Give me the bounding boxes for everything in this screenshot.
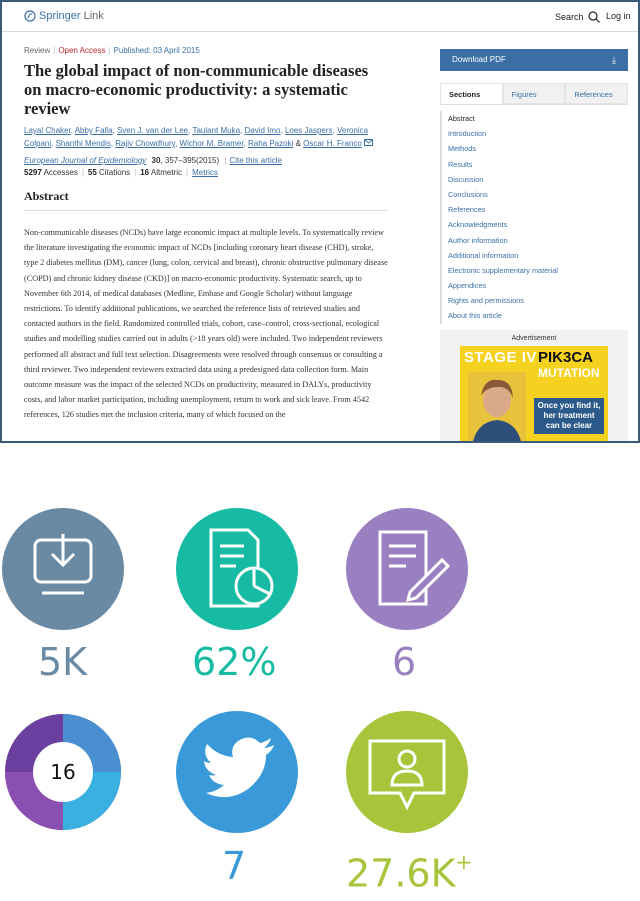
author-link[interactable]: Taulant Muka (192, 126, 241, 135)
altmetric-count: 16 (140, 168, 150, 177)
author-link[interactable]: Raha Pazoki (248, 139, 294, 148)
author-link[interactable]: Shanthi Mendis (55, 139, 111, 148)
section-link-electronic-supplementary-material[interactable]: Electronic supplementary material (448, 265, 558, 275)
tab-figures[interactable]: Figures (503, 83, 566, 104)
document-pencil-icon (346, 508, 468, 630)
section-link-rights-and-permissions[interactable]: Rights and permissions (448, 296, 524, 306)
author-link[interactable]: Abby Falla (74, 126, 113, 135)
ad-mutation-text: MUTATION (538, 365, 600, 380)
twitter-bird-icon (176, 711, 298, 833)
logo-brand: Springer (39, 10, 81, 22)
document-pie-chart-icon (176, 508, 298, 630)
metrics-link[interactable]: Metrics (192, 168, 218, 177)
email-icon[interactable] (364, 139, 373, 146)
advertisement (440, 330, 628, 443)
tab-sections[interactable]: Sections (440, 83, 503, 104)
citations-count: 55 (87, 168, 97, 177)
download-monitor-icon (2, 508, 124, 630)
altmetric-donut-icon (2, 711, 124, 833)
section-link-methods[interactable]: Methods (448, 144, 476, 154)
author-link[interactable]: Loes Jaspers (284, 126, 333, 135)
logo-suffix: Link (83, 10, 104, 22)
springerlink-logo[interactable] (24, 10, 104, 22)
download-arrow-icon: ⤓ (612, 55, 616, 65)
metric-value: 7 (222, 844, 247, 888)
ad-woman-photo (468, 372, 526, 443)
ad-pik-text: PIK3CA (538, 348, 594, 366)
sections-list (440, 111, 628, 324)
metric-value: 62% (192, 640, 277, 684)
section-link-conclusions[interactable]: Conclusions (448, 189, 488, 199)
user-speech-bubble-icon (346, 711, 468, 833)
download-pdf-label: Download PDF (452, 55, 506, 64)
cite-article-link[interactable]: Cite this article (229, 156, 282, 165)
article-meta: Review | Open Access | Published: 03 April 2015 (24, 46, 200, 55)
sidebar (440, 49, 628, 443)
section-link-additional-information[interactable]: Additional information (448, 250, 519, 260)
section-link-results[interactable]: Results (448, 159, 473, 169)
accesses-count: 5297 (24, 168, 42, 177)
section-link-references[interactable]: References (448, 205, 486, 215)
altmetric-label: Altmetric (150, 168, 183, 177)
journal-pages: , 357–395(2015) (160, 156, 220, 165)
abstract-text: Non-communicable diseases (NCDs) have large economic impact at multiple levels. To systematically review the literature investigating the economic impact of NCDs [including coronary heart disease (CHD), stroke, type 2 diabetes mellitus (DM), cancer (lung, colon, cervical and breast), chronic obstructive pulmonary disease (COPD) and chronic kidney disease (CKD)] on macro-economic productivity. Systematic search, up to November 6th 2014, of medical databases (Medline, Embase and Google Scholar) without language restrictions. To identify additional publications, we searched the reference lists of retrieved studies and contacted authors in the field. Randomized controlled trials, cohort, case–control, cross-sectional, ecological studies and modelling studies carried out in adults (>18 years old) were included. Two independent reviewers performed all abstract and full text selection. Disagreements were resolved through consensus or consulting a third reviewer. Two independent reviewers extracted data using a predesigned data collection form. Main outcome measure was the impact of the selected NCDs on productivity, measured in DALYs, productivity costs, and labor market participation, including unemployment, return to work and sick leave. From 4542 references, 126 studies met the inclusion criteria, many of which focused on the (24, 228, 388, 420)
author-link[interactable]: Veronica Colpani (24, 126, 369, 148)
screenshot-frame (0, 0, 640, 443)
accesses-label: Accesses (43, 168, 78, 177)
author-list: Layal Chaker, Abby Falla, Sven J. van der Lee, Taulant Muka, David Imo, Loes Jaspers, Veronica Colpani, Shanthi Mendis, Rajiv Chowdhury, Wichor M. Bramer, Raha Pazoki & Oscar H. Franco (24, 124, 384, 150)
article-main (24, 46, 394, 423)
springer-horse-icon (24, 10, 36, 22)
login-link[interactable]: Log in (606, 11, 631, 21)
top-bar (2, 2, 638, 32)
search-icon (588, 11, 600, 23)
article-stats: 5297 Accesses | 55 Citations | 16 Altmetric | Metrics (24, 168, 218, 177)
section-link-acknowledgments[interactable]: Acknowledgments (448, 220, 508, 230)
download-pdf-button[interactable] (440, 49, 628, 71)
advertisement-label: Advertisement (511, 334, 557, 342)
author-link[interactable]: Oscar H. Franco (303, 139, 362, 148)
author-link[interactable]: Rajiv Chowdhury (115, 139, 176, 148)
article-title: The global impact of non-communicable diseases on macro-economic productivity: a systematic review (24, 61, 369, 118)
section-link-appendices[interactable]: Appendices (448, 281, 487, 291)
tab-references[interactable]: References (565, 83, 628, 104)
section-link-author-information[interactable]: Author information (448, 235, 508, 245)
open-access-badge: Open Access (58, 46, 106, 55)
author-link[interactable]: Layal Chaker (24, 126, 71, 135)
ad-banner[interactable] (460, 346, 608, 443)
author-link[interactable]: Wichor M. Bramer (179, 139, 244, 148)
search-button[interactable] (555, 11, 600, 23)
section-link-discussion[interactable]: Discussion (448, 174, 484, 184)
published-date: Published: 03 April 2015 (113, 46, 200, 55)
author-link[interactable]: Sven J. van der Lee (116, 126, 189, 135)
author-link[interactable]: David Imo (244, 126, 281, 135)
journal-name[interactable]: European Journal of Epidemiology (24, 156, 147, 165)
journal-line: European Journal of Epidemiology 30, 357–395(2015) | Cite this article (24, 156, 282, 165)
section-link-abstract[interactable]: Abstract (448, 114, 475, 123)
article-type: Review (24, 46, 51, 55)
section-link-about-this-article[interactable]: About this article (448, 311, 502, 321)
metric-value-plus: + (455, 850, 473, 874)
section-link-introduction[interactable]: Introduction (448, 129, 487, 139)
metric-value: 27.6K+ (346, 850, 473, 896)
journal-volume: 30 (151, 156, 161, 165)
sidebar-tabs (440, 83, 628, 105)
metric-value: 5K (38, 640, 88, 684)
altmetric-score-value: 16 (50, 760, 76, 784)
ad-stage-text: STAGE IV (464, 348, 537, 366)
abstract-heading: Abstract (24, 189, 388, 211)
author-ampersand: & (295, 139, 304, 148)
search-label: Search (555, 12, 584, 22)
ad-cta-text: Once you find it, her treatment can be clear (534, 398, 604, 434)
metric-value: 6 (392, 640, 417, 684)
citations-label: Citations (99, 168, 131, 177)
